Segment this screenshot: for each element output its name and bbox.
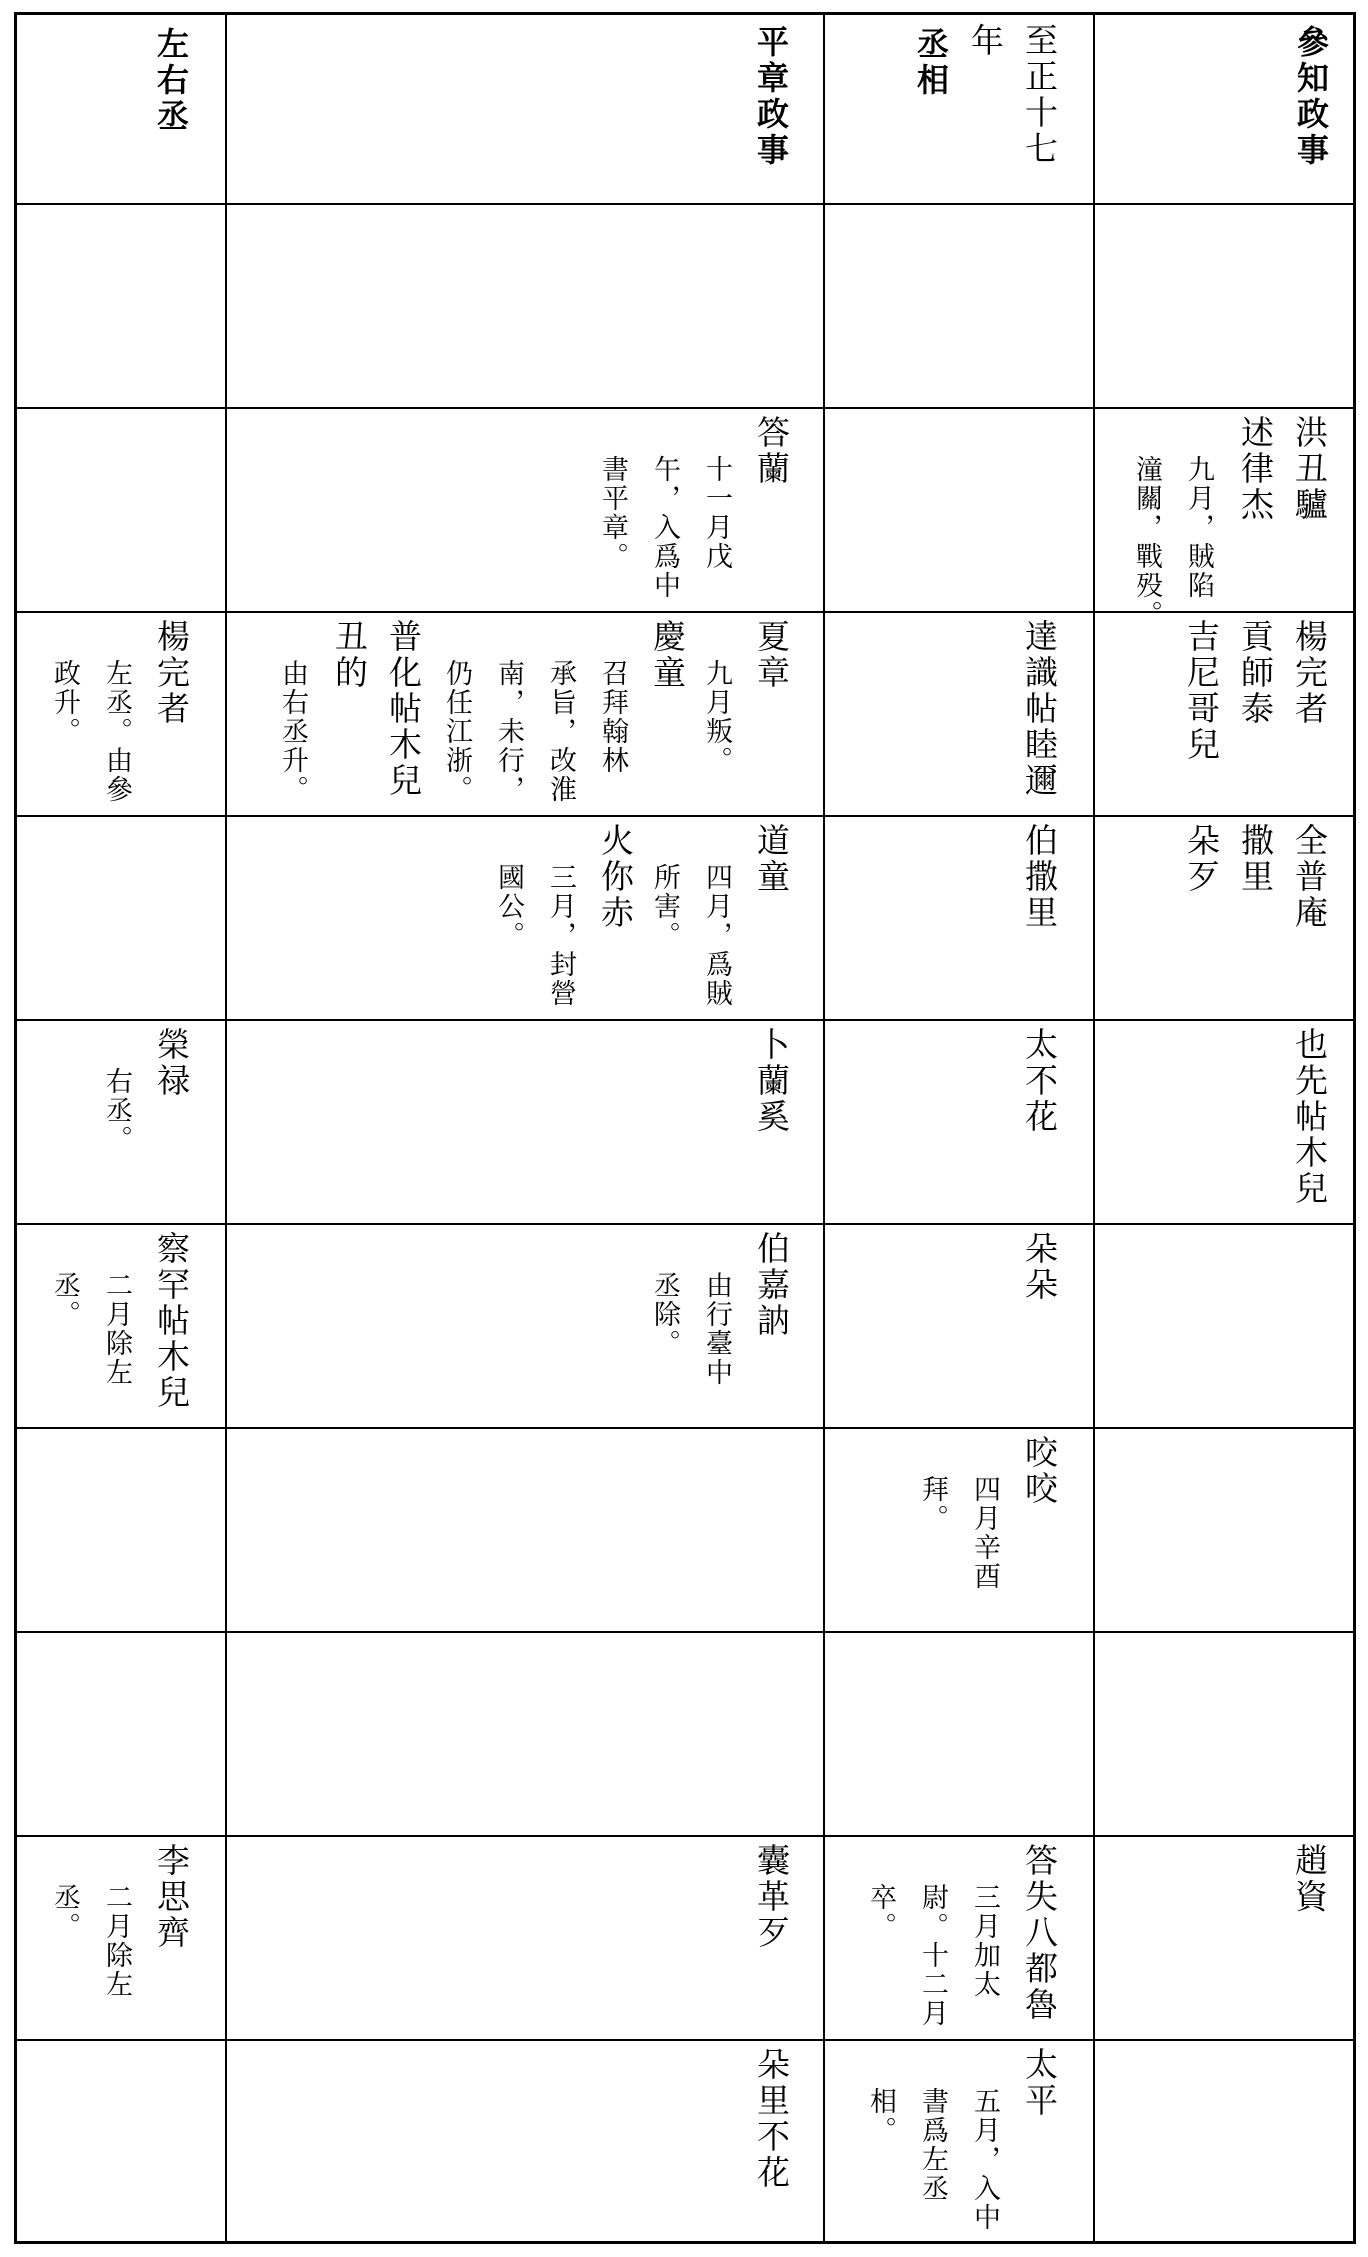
pingzhang-entry: 伯嘉訥 [752,1231,791,1339]
canzhi-entry: 全普庵 [1290,823,1329,931]
pingzhang-note: 午，入爲中 [649,455,680,600]
cheng-note: 二月除左 [101,1271,132,1387]
cheng-note: 丞。 [49,1271,80,1329]
pingzhang-note: 丞除。 [649,1271,680,1358]
cheng-note: 右丞。 [101,1067,132,1154]
chancellor-entry: 達識帖睦邇 [1020,619,1059,799]
row-divider [17,1223,1353,1225]
pingzhang-note: 國公。 [493,863,524,950]
row-divider [17,1019,1353,1021]
header-left-right-cheng: 左右丞 [152,27,190,135]
pingzhang-entry: 答蘭 [752,415,791,487]
canzhi-entry: 貢師泰 [1236,619,1275,727]
column-divider [1093,15,1095,2241]
chancellor-entry: 答失八都魯 [1020,1843,1059,2023]
chancellor-note: 尉。十二月 [917,1883,948,2028]
pingzhang-entry: 火你赤 [596,823,635,931]
cheng-note: 左丞。由參 [101,659,132,804]
pingzhang-entry: 囊革歹 [752,1843,791,1951]
pingzhang-note: 十一月戊 [701,455,732,571]
pingzhang-entry: 朵里不花 [752,2047,791,2191]
cheng-note: 二月除左 [101,1883,132,1999]
header-vice-minister: 參知政事 [1292,25,1330,169]
pingzhang-note: 九月叛。 [701,659,732,775]
canzhi-entry: 楊完者 [1290,619,1329,727]
canzhi-entry: 吉尼哥兒 [1182,619,1221,763]
chancellor-entry: 太不花 [1020,1027,1059,1135]
pingzhang-note: 召拜翰林 [597,659,628,775]
cheng-note: 政升。 [49,659,80,746]
canzhi-note: 潼關，戰殁。 [1131,455,1162,629]
pingzhang-entry: 道童 [752,823,791,895]
cheng-entry: 察罕帖木兒 [152,1231,191,1411]
chancellor-note: 書爲左丞 [917,2087,948,2203]
header-chancellor: 丞相 [912,27,950,99]
bureaucrat-table [14,12,1356,2244]
row-divider [17,1427,1353,1429]
pingzhang-note: 三月，封營 [545,863,576,1008]
pingzhang-entry: 普化帖木兒 [384,619,423,799]
row-divider [17,1835,1353,1837]
column-divider [823,15,825,2241]
pingzhang-note: 書平章。 [597,455,628,571]
chancellor-entry: 伯撒里 [1020,823,1059,931]
chancellor-entry: 太平 [1020,2047,1059,2119]
chancellor-entry: 咬咬 [1020,1435,1059,1507]
canzhi-entry: 朵歹 [1182,823,1221,895]
column-divider [225,15,227,2241]
cheng-note: 丞。 [49,1883,80,1941]
pingzhang-entry: 卜蘭奚 [752,1027,791,1135]
canzhi-entry: 洪丑驢 [1290,415,1329,523]
chancellor-note: 卒。 [865,1883,896,1941]
header-pingzhang: 平章政事 [752,25,790,169]
canzhi-entry: 述律杰 [1236,415,1275,523]
row-divider [17,815,1353,817]
pingzhang-note: 所害。 [649,863,680,950]
pingzhang-note: 仍任江浙。 [441,659,472,804]
canzhi-entry: 撒里 [1236,823,1275,895]
row-divider [17,203,1353,205]
chancellor-note: 拜。 [917,1475,948,1533]
header-year-suffix: 年 [966,23,1005,59]
pingzhang-note: 南，未行， [493,659,524,804]
pingzhang-entry: 夏章 [752,619,791,691]
pingzhang-note: 四月，爲賊 [701,863,732,1008]
chancellor-entry: 朵朵 [1020,1231,1059,1303]
pingzhang-entry: 丑的 [330,619,369,691]
chancellor-note: 三月加太 [969,1883,1000,1999]
cheng-entry: 李思齊 [152,1843,191,1951]
cheng-entry: 楊完者 [152,619,191,727]
chancellor-note: 相。 [865,2087,896,2145]
pingzhang-note: 承旨，改淮 [545,659,576,804]
pingzhang-note: 由右丞升。 [277,659,308,804]
row-divider [17,407,1353,409]
canzhi-note: 九月，賊陷 [1183,455,1214,600]
row-divider [17,2039,1353,2041]
header-year: 至正十七 [1020,23,1059,167]
chancellor-note: 四月辛酉 [969,1475,1000,1591]
cheng-entry: 榮禄 [152,1027,191,1099]
canzhi-entry: 趙資 [1290,1843,1329,1915]
canzhi-entry: 也先帖木兒 [1290,1027,1329,1207]
pingzhang-entry: 慶童 [648,619,687,691]
chancellor-note: 五月，入中 [969,2087,1000,2232]
row-divider [17,1631,1353,1633]
pingzhang-note: 由行臺中 [701,1271,732,1387]
